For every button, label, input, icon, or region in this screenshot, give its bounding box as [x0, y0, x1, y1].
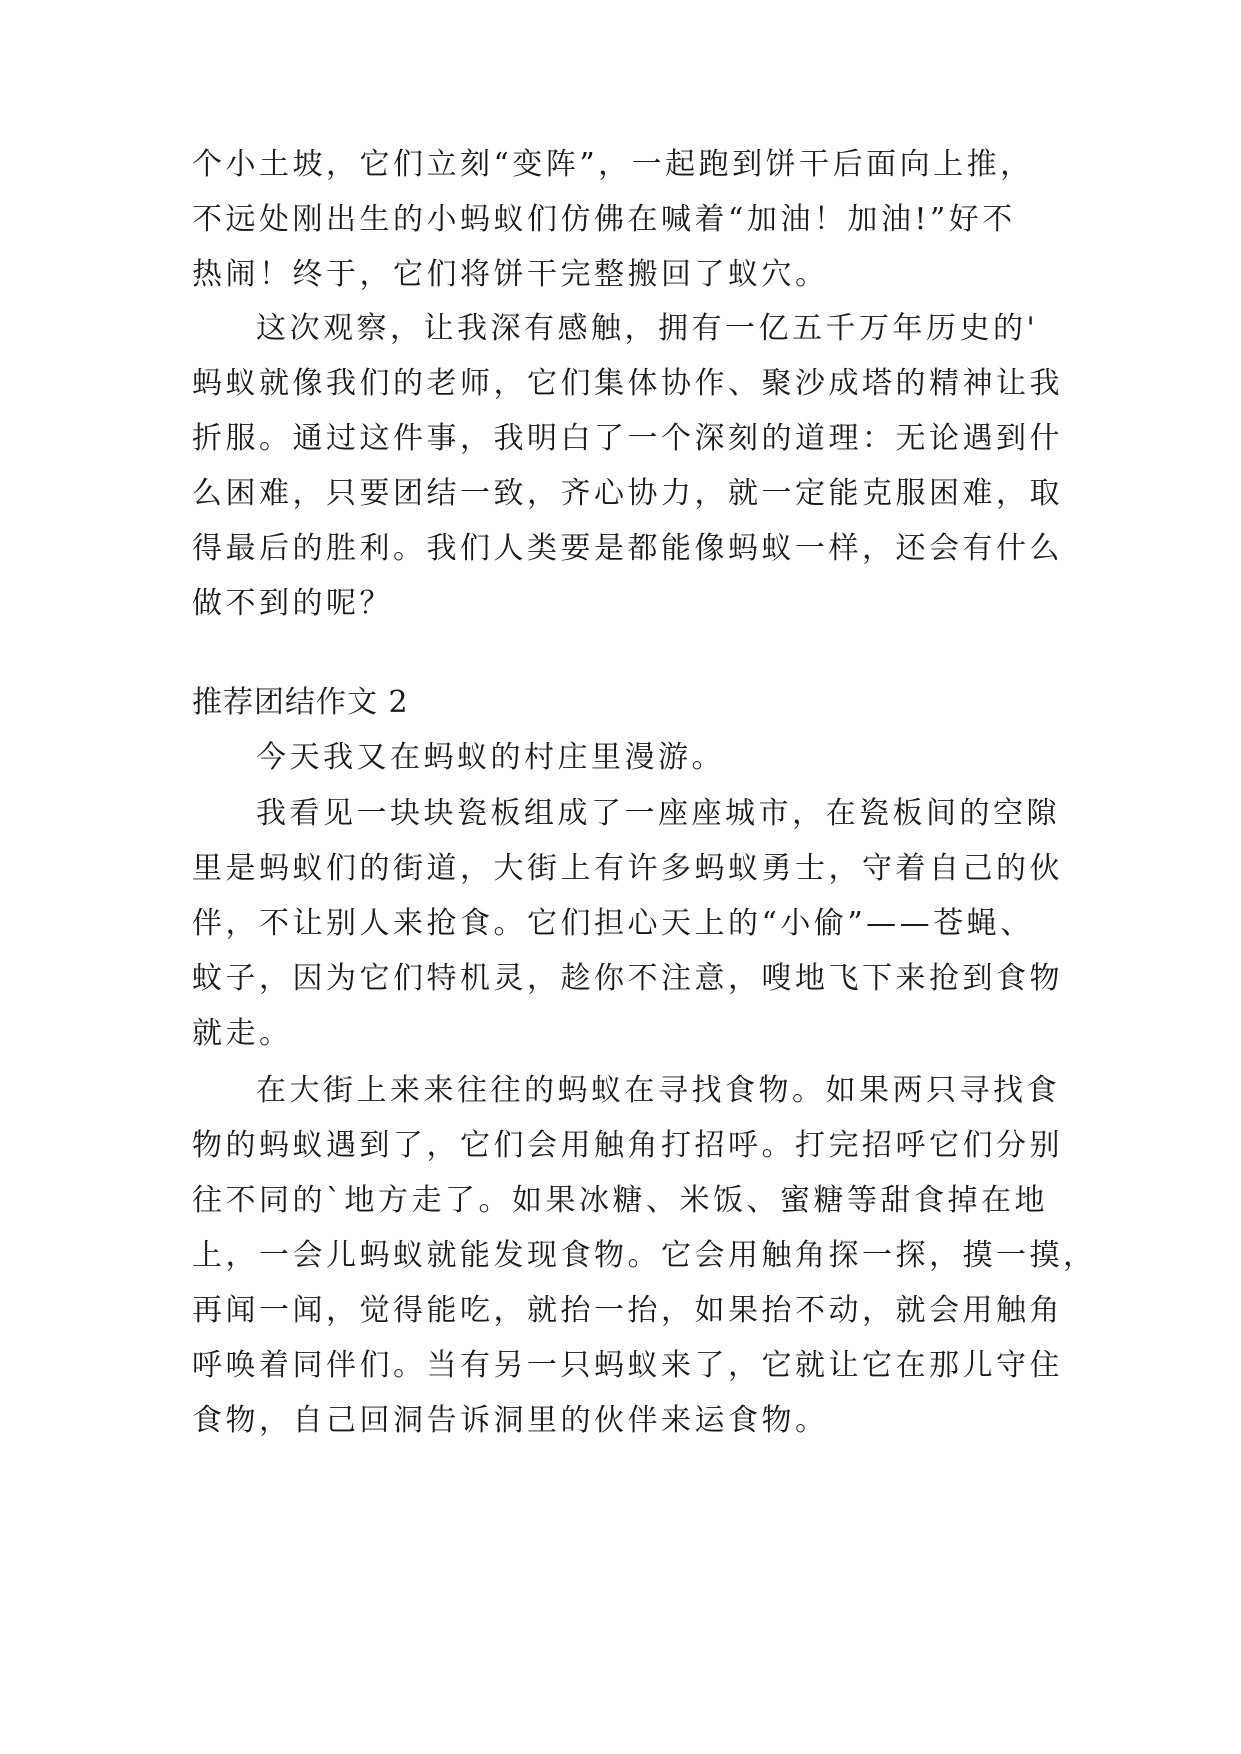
essay1-p2-line6: 做不到的呢？: [192, 586, 393, 621]
essay2-p3-line7: 食物，自己回洞告诉洞里的伙伴来运食物。: [192, 1403, 829, 1438]
essay1-p2-line2: 蚂蚁就像我们的老师，它们集体协作、聚沙成塔的精神让我: [192, 366, 1063, 401]
essay2-p3-line2: 物的蚂蚁遇到了，它们会用触角打招呼。打完招呼它们分别: [192, 1128, 1063, 1163]
essay2-p3-line3: 往不同的`地方走了。如果冰糖、米饭、蜜糖等甜食掉在地: [192, 1183, 1048, 1218]
essay2-p3-line6: 呼唤着同伴们。当有另一只蚂蚁来了，它就让它在那儿守住: [192, 1348, 1063, 1383]
essay2-p3-line5: 再闻一闻，觉得能吃，就抬一抬，如果抬不动，就会用触角: [192, 1293, 1063, 1328]
essay2-p1-line1: 今天我又在蚂蚁的村庄里漫游。: [256, 740, 725, 775]
essay1-p2-line4: 么困难，只要团结一致，齐心协力，就一定能克服困难，取: [192, 476, 1063, 511]
essay2-p2-line1: 我看见一块块瓷板组成了一座座城市，在瓷板间的空隙: [256, 796, 1060, 831]
essay1-p2-line1: 这次观察，让我深有感触，拥有一亿五千万年历史的': [256, 311, 1039, 346]
essay1-p1-line2: 不远处刚出生的小蚂蚁们仿佛在喊着“加油！加油!”好不: [192, 202, 1016, 237]
essay2-p3-line4: 上，一会儿蚂蚁就能发现食物。它会用触角探一探，摸一摸，: [192, 1238, 1097, 1273]
essay1-p2-line3: 折服。通过这件事，我明白了一个深刻的道理：无论遇到什: [192, 421, 1063, 456]
essay1-p2-line5: 得最后的胜利。我们人类要是都能像蚂蚁一样，还会有什么: [192, 531, 1063, 566]
essay2-p2-line4: 蚊子，因为它们特机灵，趁你不注意，嗖地飞下来抢到食物: [192, 961, 1063, 996]
essay2-p3-line1: 在大街上来来往往的蚂蚁在寻找食物。如果两只寻找食: [256, 1073, 1060, 1108]
essay2-p2-line5: 就走。: [192, 1016, 293, 1051]
essay1-p1-line3: 热闹！终于，它们将饼干完整搬回了蚁穴。: [192, 257, 829, 292]
essay2-p2-line2: 里是蚂蚁们的街道，大街上有许多蚂蚁勇士，守着自己的伙: [192, 851, 1063, 886]
essay1-p1-line1: 个小土坡，它们立刻“变阵”，一起跑到饼干后面向上推，: [192, 147, 1034, 182]
essay2-title: 推荐团结作文 2: [192, 685, 409, 720]
essay2-p2-line3: 伴，不让别人来抢食。它们担心天上的“小偷”——苍蝇、: [192, 906, 1034, 941]
